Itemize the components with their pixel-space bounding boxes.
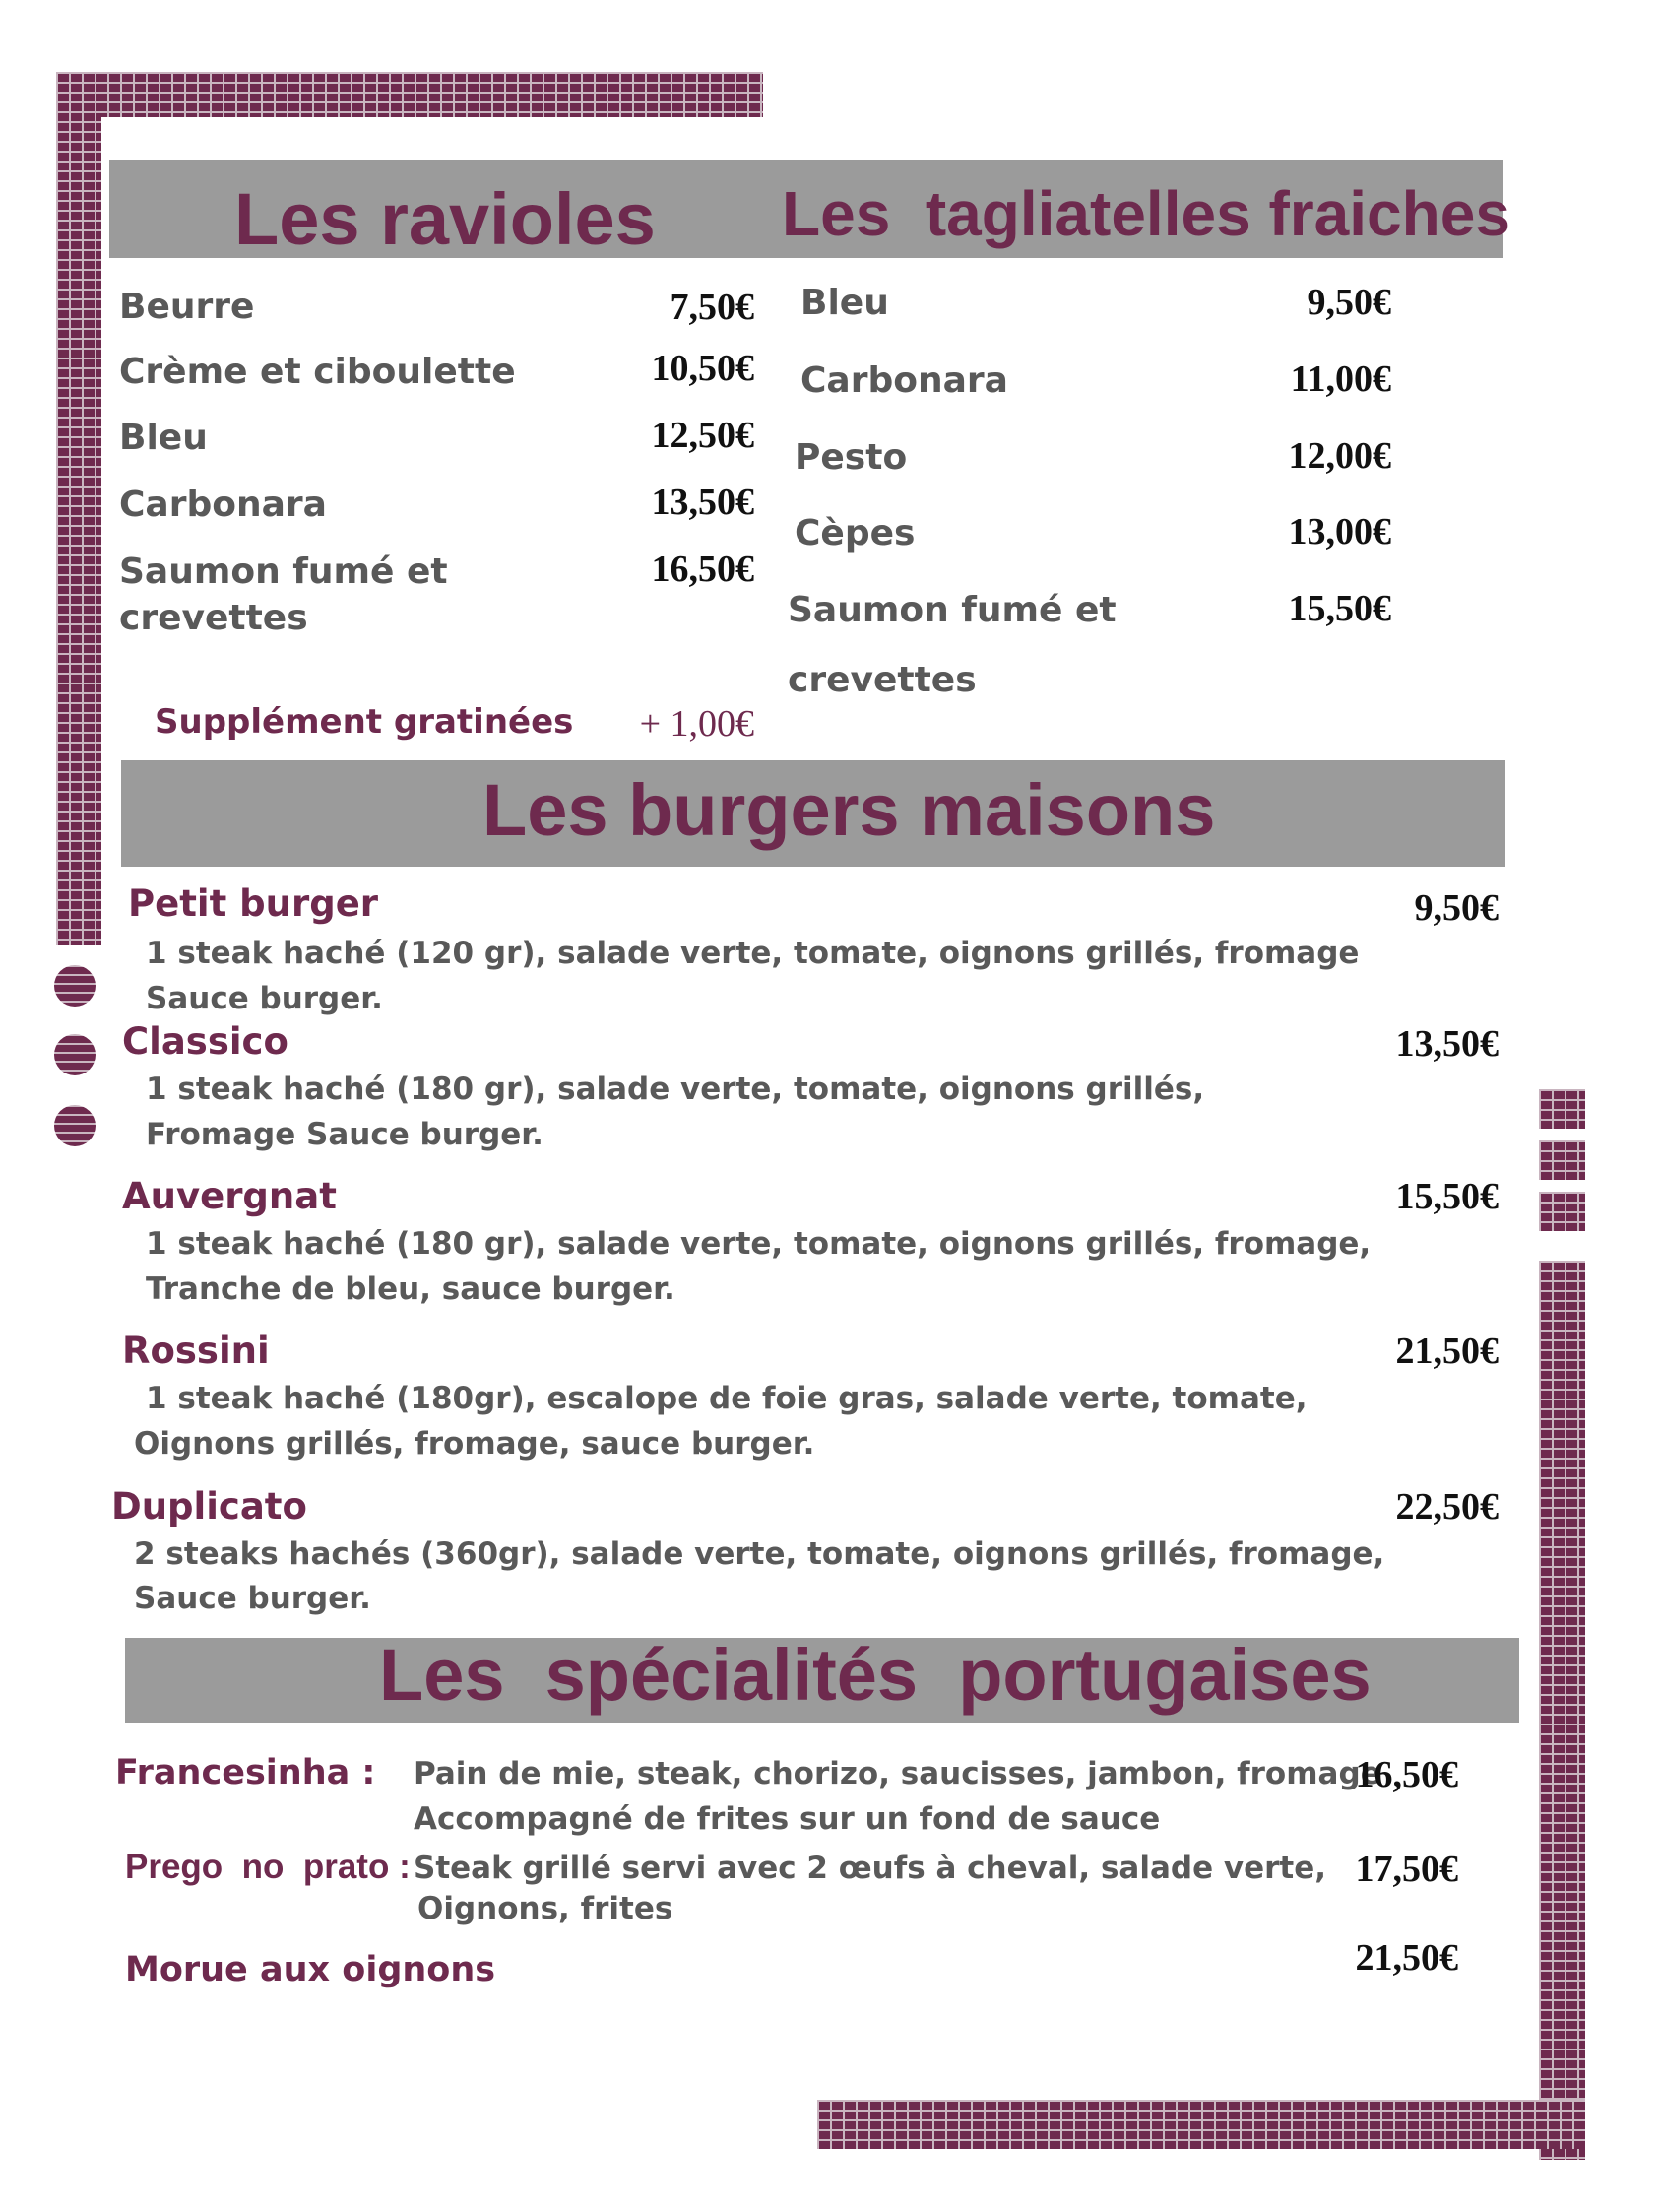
tagliatelles-item-price: 12,00€ (1288, 435, 1391, 477)
circle-ornament-2 (54, 1034, 96, 1075)
portugaise-desc-cont: Accompagné de frites sur un fond de sauce (414, 1801, 1161, 1837)
brick-border-right-vertical (1539, 1261, 1585, 2160)
portugaise-price: 17,50€ (1355, 1849, 1458, 1890)
section-title-tagliatelles: Les tagliatelles fraiches (782, 178, 1510, 249)
ravioles-item-price: 7,50€ (670, 287, 754, 328)
tagliatelles-item-name: Cèpes (795, 513, 916, 553)
portugaise-desc-cont: Oignons, frites (417, 1891, 673, 1926)
ravioles-supplement-label: Supplément gratinées (155, 702, 574, 742)
burger-desc: 2 steaks hachés (360gr), salade verte, tomate, oignons grillés, fromage, (134, 1536, 1385, 1572)
burger-desc: 1 steak haché (180 gr), salade verte, tomate, oignons grillés, (146, 1072, 1205, 1107)
burger-price: 21,50€ (1395, 1331, 1499, 1372)
burger-desc-cont: Sauce burger. (146, 981, 383, 1016)
brick-block-right-2 (1539, 1140, 1585, 1180)
ravioles-item-name-cont: crevettes (119, 598, 308, 638)
ravioles-supplement-price: + 1,00€ (639, 703, 754, 745)
tagliatelles-item-price: 15,50€ (1288, 588, 1391, 629)
section-title-burgers: Les burgers maisons (482, 769, 1216, 851)
burger-desc-cont: Tranche de bleu, sauce burger. (146, 1271, 675, 1307)
portugaise-desc: Pain de mie, steak, chorizo, saucisses, jambon, fromage (414, 1756, 1381, 1791)
burger-name: Petit burger (128, 882, 379, 925)
brick-block-right-1 (1539, 1089, 1585, 1129)
portugaise-name: Prego no prato : (125, 1848, 411, 1886)
portugaise-name: Morue aux oignons (125, 1950, 496, 1989)
burger-desc-cont: Sauce burger. (134, 1581, 371, 1616)
portugaise-price: 21,50€ (1355, 1937, 1458, 1979)
burger-price: 9,50€ (1414, 887, 1499, 929)
burger-name: Classico (122, 1020, 288, 1063)
burger-name: Duplicato (111, 1485, 307, 1528)
section-title-ravioles: Les ravioles (234, 178, 656, 260)
ravioles-item-name: Saumon fumé et (119, 552, 448, 592)
burger-price: 13,50€ (1395, 1023, 1499, 1065)
brick-border-left-vertical (56, 72, 101, 945)
brick-border-bottom-horizontal (817, 2100, 1585, 2149)
burger-name: Auvergnat (122, 1175, 337, 1217)
brick-block-right-3 (1539, 1192, 1585, 1231)
ravioles-item-name: Beurre (119, 287, 255, 327)
brick-border-top-left-horizontal (56, 72, 763, 117)
burger-price: 15,50€ (1395, 1176, 1499, 1217)
ravioles-item-price: 16,50€ (651, 549, 754, 590)
ravioles-item-name: Bleu (119, 418, 208, 458)
circle-ornament-3 (54, 1105, 96, 1146)
portugaise-desc: Steak grillé servi avec 2 œufs à cheval, salade verte, (414, 1851, 1327, 1886)
tagliatelles-item-name: Saumon fumé et (788, 590, 1117, 630)
burger-desc-cont: Oignons grillés, fromage, sauce burger. (134, 1426, 815, 1462)
burger-name: Rossini (122, 1330, 270, 1372)
burger-price: 22,50€ (1395, 1486, 1499, 1528)
ravioles-item-price: 13,50€ (651, 482, 754, 523)
tagliatelles-item-price: 11,00€ (1290, 358, 1391, 400)
tagliatelles-item-name: Pesto (795, 437, 908, 478)
tagliatelles-item-name: Carbonara (800, 360, 1008, 401)
section-title-portugaises: Les spécialités portugaises (379, 1634, 1372, 1716)
portugaise-price: 16,50€ (1355, 1754, 1458, 1795)
circle-ornament-1 (54, 965, 96, 1007)
ravioles-item-name: Crème et ciboulette (119, 352, 516, 392)
tagliatelles-item-name: Bleu (800, 283, 889, 323)
tagliatelles-item-name-cont: crevettes (788, 660, 977, 700)
burger-desc: 1 steak haché (180 gr), salade verte, tomate, oignons grillés, fromage, (146, 1226, 1372, 1262)
burger-desc: 1 steak haché (180gr), escalope de foie gras, salade verte, tomate, (146, 1381, 1308, 1416)
ravioles-item-name: Carbonara (119, 485, 327, 525)
burger-desc-cont: Fromage Sauce burger. (146, 1117, 543, 1152)
ravioles-item-price: 12,50€ (651, 415, 754, 456)
burger-desc: 1 steak haché (120 gr), salade verte, tomate, oignons grillés, fromage (146, 936, 1360, 971)
tagliatelles-item-price: 9,50€ (1307, 282, 1391, 323)
tagliatelles-item-price: 13,00€ (1288, 511, 1391, 553)
portugaise-name: Francesinha : (115, 1753, 376, 1792)
ravioles-item-price: 10,50€ (651, 348, 754, 389)
